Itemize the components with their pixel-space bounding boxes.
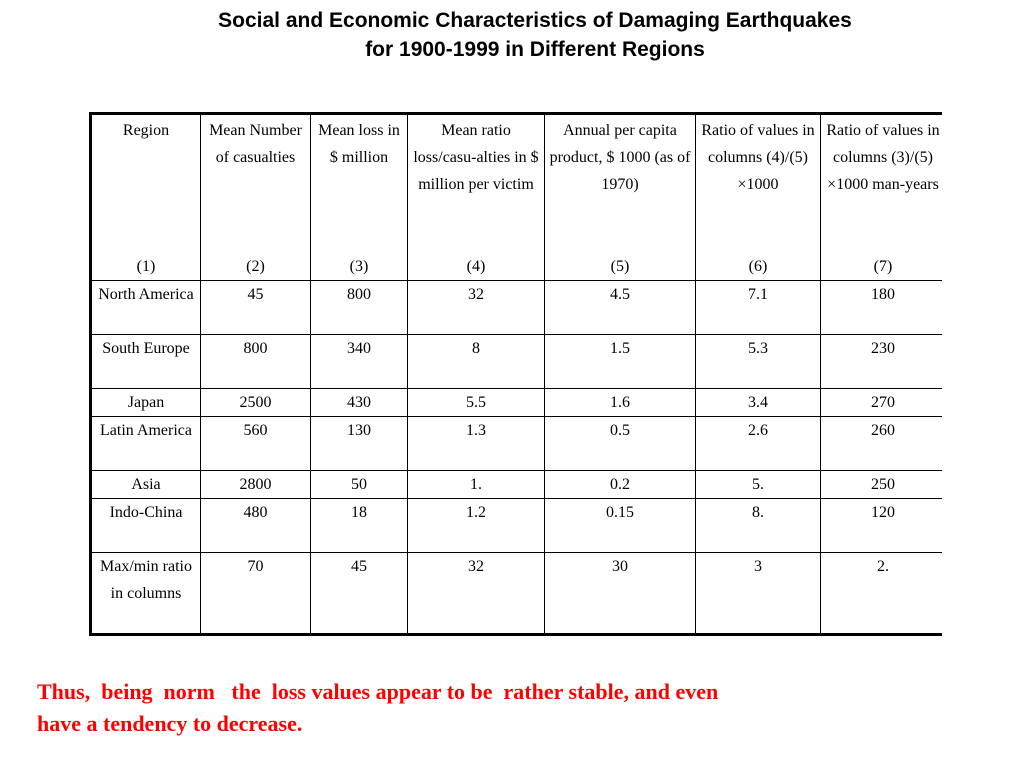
column-number: (6)	[748, 258, 768, 275]
mean-ratio-cell: 8	[408, 335, 545, 389]
mean-loss-cell: 800	[311, 281, 408, 335]
mean-loss-cell: 50	[311, 471, 408, 499]
region-cell: Japan	[91, 389, 201, 417]
column-number: (1)	[136, 258, 156, 275]
mean-ratio-cell: 5.5	[408, 389, 545, 417]
header-label: Ratio of values in columns (4)/(5) ×1000	[701, 122, 815, 193]
header-mean-ratio	[408, 114, 545, 281]
region-cell: Latin America	[91, 417, 201, 471]
header-label: Ratio of values in columns (3)/(5) ×1000 man-years	[826, 122, 940, 193]
mean-ratio-cell: 1.	[408, 471, 545, 499]
region-cell: Max/min ratio in columns	[91, 553, 201, 635]
table-row	[91, 553, 943, 635]
header-per-capita	[545, 114, 696, 281]
region-cell: South Europe	[91, 335, 201, 389]
per-capita-cell: 30	[545, 553, 696, 635]
ratio-4-5-cell: 3.4	[696, 389, 821, 417]
table-row	[91, 417, 943, 471]
header-region	[91, 114, 201, 281]
earthquake-table-container	[89, 112, 942, 644]
header-label: Mean Number of casualties	[209, 122, 302, 166]
header-ratio-4-5	[696, 114, 821, 281]
mean-loss-cell: 45	[311, 553, 408, 635]
ratio-3-5-cell: 260	[821, 417, 943, 471]
casualties-cell: 70	[201, 553, 311, 635]
header-ratio-3-5	[821, 114, 943, 281]
mean-ratio-cell: 32	[408, 281, 545, 335]
mean-loss-cell: 18	[311, 499, 408, 553]
ratio-3-5-cell: 120	[821, 499, 943, 553]
ratio-4-5-cell: 5.3	[696, 335, 821, 389]
ratio-4-5-cell: 3	[696, 553, 821, 635]
per-capita-cell: 0.2	[545, 471, 696, 499]
column-number: (5)	[610, 258, 630, 275]
region-cell: North America	[91, 281, 201, 335]
casualties-cell: 45	[201, 281, 311, 335]
header-label: Region	[122, 122, 170, 139]
ratio-4-5-cell: 7.1	[696, 281, 821, 335]
header-mean-loss	[311, 114, 408, 281]
header-label: Mean ratio loss/casu-alties in $ million per victim	[413, 122, 539, 193]
mean-ratio-cell: 1.2	[408, 499, 545, 553]
header-casualties	[201, 114, 311, 281]
column-number: (2)	[246, 258, 265, 275]
ratio-4-5-cell: 8.	[696, 499, 821, 553]
table-row	[91, 389, 943, 417]
per-capita-cell: 1.5	[545, 335, 696, 389]
region-cell: Asia	[91, 471, 201, 499]
column-number: (3)	[349, 258, 369, 275]
conclusion-line-1: Thus, being norm the loss values appear to be rather stable, and even	[37, 679, 719, 704]
table-row	[91, 499, 943, 553]
table-row	[91, 281, 943, 335]
ratio-3-5-cell: 250	[821, 471, 943, 499]
title-line-1: Social and Economic Characteristics of Damaging Earthquakes	[218, 9, 852, 32]
casualties-cell: 2800	[201, 471, 311, 499]
conclusion-note	[37, 676, 997, 740]
casualties-cell: 480	[201, 499, 311, 553]
ratio-3-5-cell: 180	[821, 281, 943, 335]
mean-loss-cell: 130	[311, 417, 408, 471]
mean-ratio-cell: 1.3	[408, 417, 545, 471]
table-row	[91, 335, 943, 389]
header-label: Annual per capita product, $ 1000 (as of 1970)	[549, 122, 691, 193]
per-capita-cell: 0.5	[545, 417, 696, 471]
ratio-4-5-cell: 2.6	[696, 417, 821, 471]
earthquake-characteristics-table	[89, 112, 942, 636]
header-label: Mean loss in $ million	[318, 122, 400, 166]
ratio-4-5-cell: 5.	[696, 471, 821, 499]
column-number: (4)	[466, 258, 486, 275]
mean-ratio-cell: 32	[408, 553, 545, 635]
header-row	[91, 114, 943, 281]
casualties-cell: 800	[201, 335, 311, 389]
casualties-cell: 2500	[201, 389, 311, 417]
mean-loss-cell: 430	[311, 389, 408, 417]
slide-title	[80, 6, 990, 64]
ratio-3-5-cell: 270	[821, 389, 943, 417]
mean-loss-cell: 340	[311, 335, 408, 389]
per-capita-cell: 4.5	[545, 281, 696, 335]
conclusion-line-2: have a tendency to decrease.	[37, 711, 303, 736]
ratio-3-5-cell: 2.	[821, 553, 943, 635]
per-capita-cell: 1.6	[545, 389, 696, 417]
casualties-cell: 560	[201, 417, 311, 471]
table-row	[91, 471, 943, 499]
region-cell: Indo-China	[91, 499, 201, 553]
per-capita-cell: 0.15	[545, 499, 696, 553]
column-number: (7)	[873, 258, 893, 275]
title-line-2: for 1900-1999 in Different Regions	[365, 38, 705, 61]
ratio-3-5-cell: 230	[821, 335, 943, 389]
